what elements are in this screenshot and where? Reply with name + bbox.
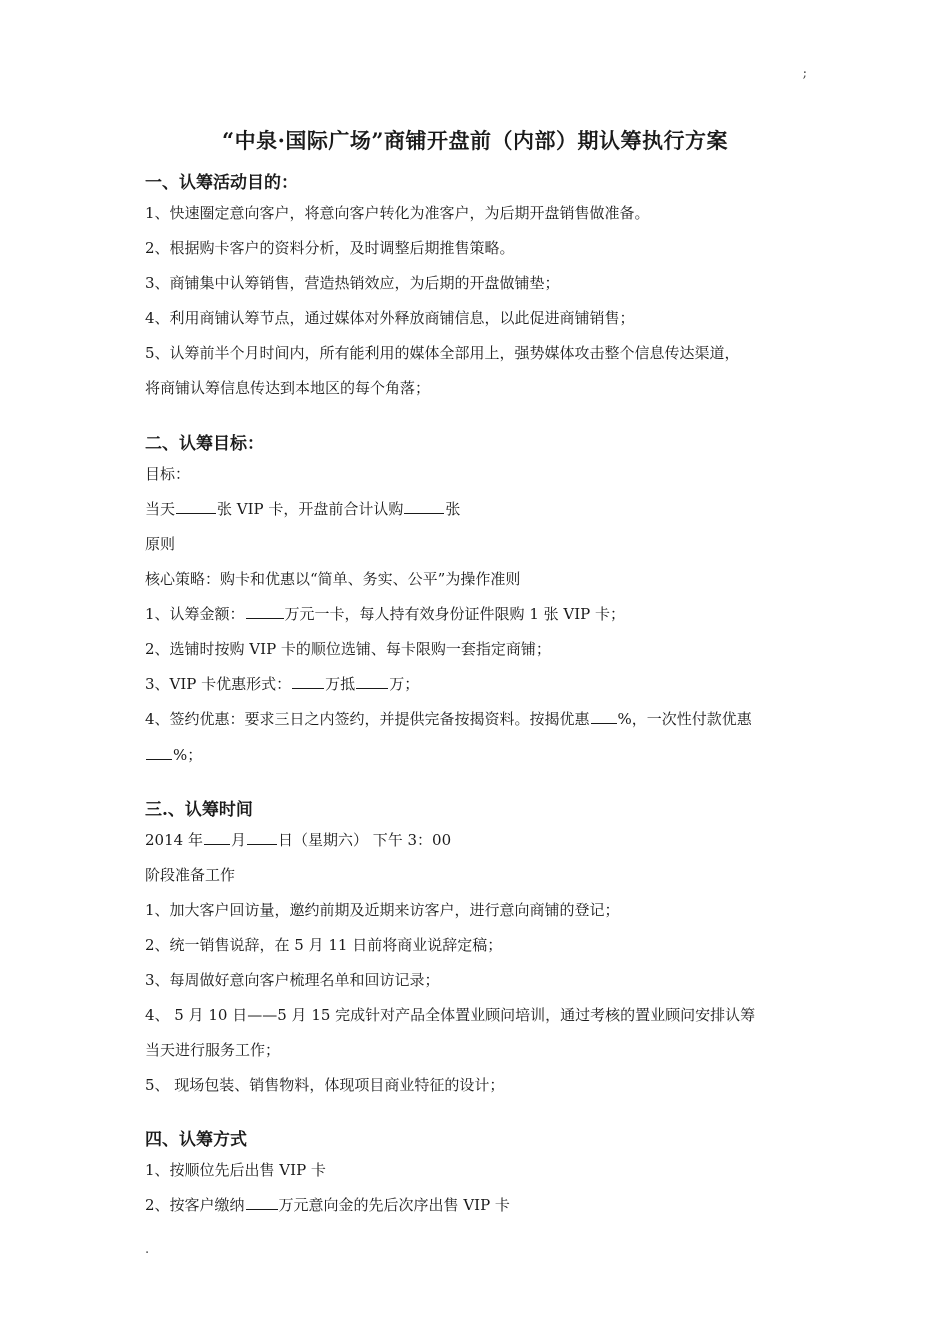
rule-3-text-c: 万； — [389, 675, 420, 693]
s4-item-2-text-b: 万元意向金的先后次序出售 VIP 卡 — [278, 1196, 510, 1214]
rule-4-text-c: %； — [173, 746, 203, 764]
date-text-c: 日（星期六） 下午 3：00 — [277, 831, 452, 849]
rule-1-text-b: 万元一卡，每人持有效身份证件限购 1 张 VIP 卡； — [284, 605, 626, 623]
s3-item-2: 2、统一销售说辞，在 5 月 11 日前将商业说辞定稿； — [145, 936, 503, 954]
rule-2: 2、选铺时按购 VIP 卡的顺位选铺、每卡限购一套指定商铺； — [145, 640, 551, 658]
rule-4-text-a: 4、签约优惠：要求三日之内签约，并提供完备按揭资料。按揭优惠 — [145, 710, 590, 728]
s3-item-5: 5、 现场包装、销售物料，体现项目商业特征的设计； — [145, 1076, 505, 1094]
s3-item-1: 1、加大客户回访量，邀约前期及近期来访客户，进行意向商铺的登记； — [145, 901, 620, 919]
s1-item-3: 3、商铺集中认筹销售，营造热销效应，为后期的开盘做铺垫； — [145, 274, 560, 292]
s4-item-1: 1、按顺位先后出售 VIP 卡 — [145, 1161, 326, 1179]
footer-mark: . — [145, 1242, 150, 1257]
s1-item-5: 5、认筹前半个月时间内，所有能利用的媒体全部用上，强势媒体攻击整个信息传达渠道， — [145, 344, 740, 362]
s1-item-5-cont: 将商铺认筹信息传达到本地区的每个角落； — [145, 379, 431, 397]
goal-text-a: 当天 — [145, 500, 176, 518]
section-3-heading: 三.、认筹时间 — [145, 800, 253, 820]
date-blank-month — [204, 829, 230, 845]
section-1-heading: 一、认筹活动目的： — [145, 173, 298, 193]
core-strategy: 核心策略：购卡和优惠以“简单、务实、公平”为操作准则 — [145, 570, 521, 588]
s3-item-3: 3、每周做好意向客户梳理名单和回访记录； — [145, 971, 440, 989]
s4-item-2-blank — [246, 1194, 278, 1210]
s1-item-1: 1、快速圈定意向客户，将意向客户转化为准客户，为后期开盘销售做准备。 — [145, 204, 650, 222]
section-2-heading: 二、认筹目标： — [145, 434, 264, 454]
rule-4-text-b: %，一次性付款优惠 — [617, 710, 752, 728]
corner-mark: ; — [802, 66, 807, 81]
rule-3-text-a: 3、VIP 卡优惠形式： — [145, 675, 292, 693]
rule-4-blank-2 — [146, 744, 172, 760]
rule-4-blank-1 — [591, 708, 617, 724]
principle-label: 原则 — [145, 535, 176, 553]
s1-item-4: 4、利用商铺认筹节点，通过媒体对外释放商铺信息，以此促进商铺销售； — [145, 309, 635, 327]
rule-3-blank-2 — [356, 673, 388, 689]
date-text-b: 月 — [230, 831, 246, 849]
goal-blank-2 — [404, 498, 444, 514]
goal-label: 目标： — [145, 465, 191, 483]
s3-item-4: 4、 5 月 10 日——5 月 15 完成针对产品全体置业顾问培训，通过考核的置业顾问安排认筹 — [145, 1006, 756, 1024]
s4-item-2-text-a: 2、按客户缴纳 — [145, 1196, 245, 1214]
goal-text-b: 张 VIP 卡，开盘前合计认购 — [217, 500, 404, 518]
date-blank-day — [247, 829, 277, 845]
goal-blank-1 — [176, 498, 216, 514]
rule-1-text-a: 1、认筹金额： — [145, 605, 245, 623]
rule-3-blank-1 — [292, 673, 324, 689]
goal-text-c: 张 — [445, 500, 461, 518]
rule-1-blank — [246, 603, 284, 619]
rule-1 — [145, 603, 625, 624]
document-title: “中泉·国际广场”商铺开盘前（内部）期认筹执行方案 — [222, 128, 728, 153]
s4-item-2 — [145, 1194, 510, 1215]
s1-item-2: 2、根据购卡客户的资料分析，及时调整后期推售策略。 — [145, 239, 515, 257]
section-4-heading: 四、认筹方式 — [145, 1130, 247, 1150]
date-line — [145, 829, 451, 850]
prep-label: 阶段准备工作 — [145, 866, 236, 884]
rule-3 — [145, 673, 419, 694]
rule-4-cont — [145, 744, 202, 765]
date-text-a: 2014 年 — [145, 831, 203, 849]
s3-item-4-cont: 当天进行服务工作； — [145, 1041, 281, 1059]
rule-4 — [145, 708, 752, 729]
goal-line — [145, 498, 460, 519]
rule-3-text-b: 万抵 — [325, 675, 356, 693]
